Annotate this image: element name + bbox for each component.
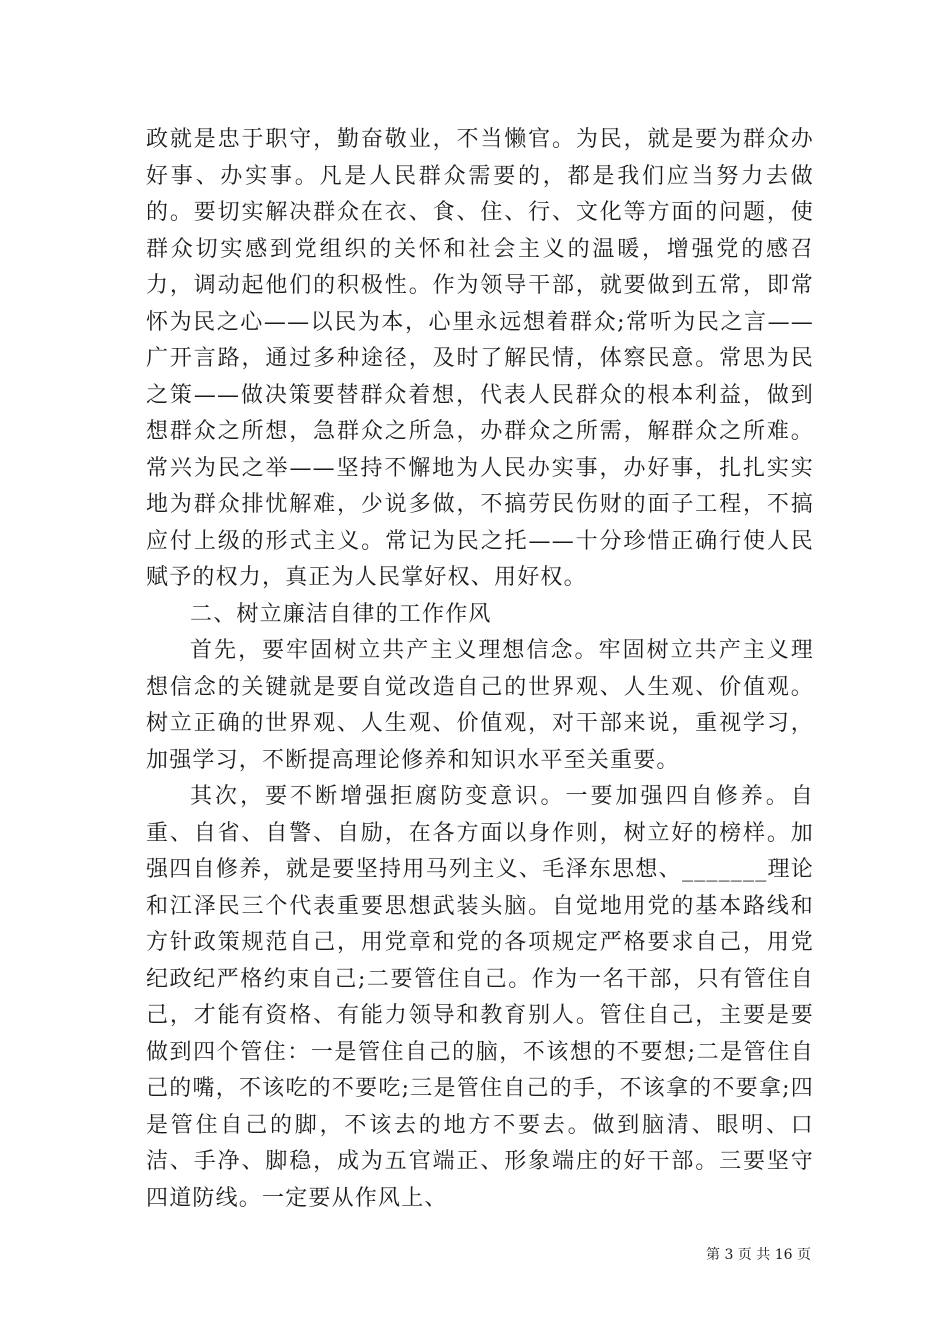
page-number: 第 3 页 共 16 页 bbox=[706, 1247, 811, 1263]
document-body bbox=[146, 122, 814, 1217]
body-paragraph: 首先，要牢固树立共产主义理想信念。牢固树立共产主义理想信念的关键就是要自觉改造自己的世界观、人生观、价值观。树立正确的世界观、人生观、价值观，对干部来说，重视学习，加强学习，不断提高理论修养和知识水平至关重要。 bbox=[146, 638, 814, 773]
section-heading: 二、树立廉洁自律的工作作风 bbox=[190, 601, 492, 627]
body-paragraph: 其次，要不断增强拒腐防变意识。一要加强四自修养。自重、自省、自警、自励，在各方面以身作则，树立好的榜样。加强四自修养，就是要坚持用马列主义、毛泽东思想、_______理论和江泽民三个代表重要思想武装头脑。自觉地用党的基本路线和方针政策规范自己，用党章和党的各项规定严格要求自己，用党纪政纪严格约束自己;二要管住自己。作为一名干部，只有管住自己，才能有资格、有能力领导和教育别人。管住自己，主要是要做到四个管住：一是管住自己的脑，不该想的不要想;二是管住自己的嘴，不该吃的不要吃;三是管住自己的手，不该拿的不要拿;四是管住自己的脚，不该去的地方不要去。做到脑清、眼明、口洁、手净、脚稳，成为五官端正、形象端庄的好干部。三要坚守四道防线。一定要从作风上、 bbox=[146, 784, 814, 1211]
body-paragraph: 政就是忠于职守，勤奋敬业，不当懒官。为民，就是要为群众办好事、办实事。凡是人民群众需要的，都是我们应当努力去做的。要切实解决群众在衣、食、住、行、文化等方面的问题，使群众切实感到党组织的关怀和社会主义的温暖，增强党的感召力，调动起他们的积极性。作为领导干部，就要做到五常，即常怀为民之心——以民为本，心里永远想着群众;常听为民之言——广开言路，通过多种途径，及时了解民情，体察民意。常思为民之策——做决策要替群众着想，代表人民群众的根本利益，做到想群众之所想，急群众之所急，办群众之所需，解群众之所难。常兴为民之举——坚持不懈地为人民办实事，办好事，扎扎实实地为群众排忧解难，少说多做，不搞劳民伤财的面子工程，不搞应付上级的形式主义。常记为民之托——十分珍惜正确行使人民赋予的权力，真正为人民掌好权、用好权。 bbox=[146, 127, 814, 590]
